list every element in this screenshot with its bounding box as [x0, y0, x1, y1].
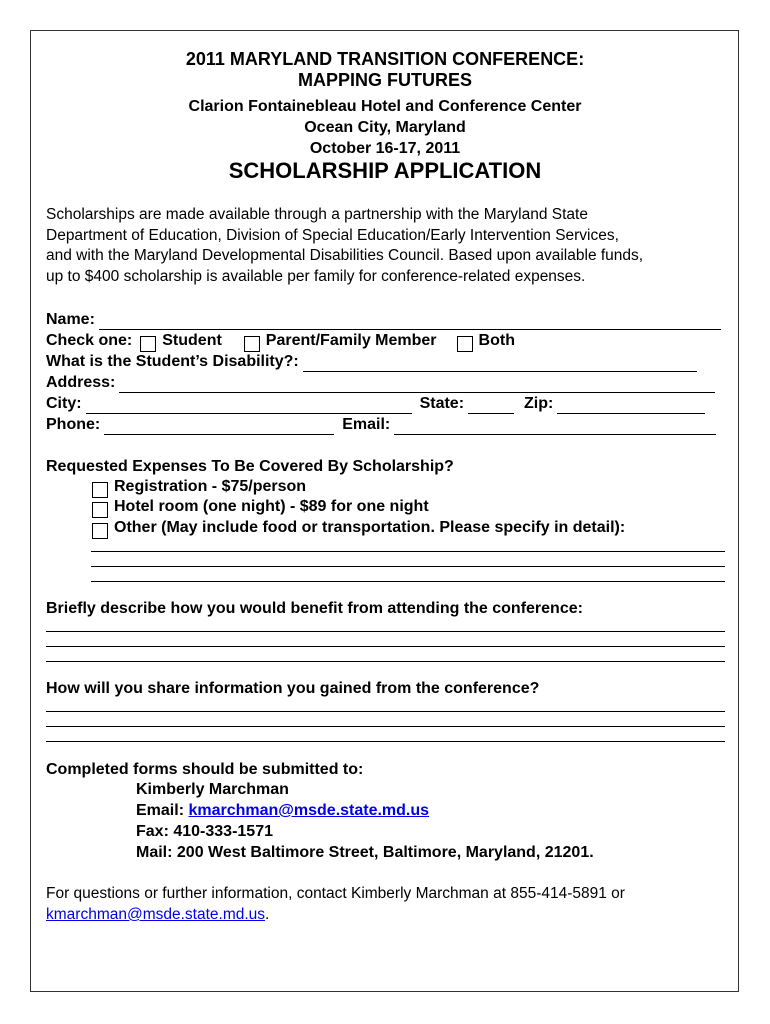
- phone-email-row: [46, 415, 716, 435]
- state-field[interactable]: [468, 397, 514, 414]
- disability-row: [46, 352, 697, 372]
- contact-email-link[interactable]: kmarchman@msde.state.md.us: [188, 802, 430, 819]
- name-row: [46, 310, 721, 330]
- other-checkbox[interactable]: [92, 523, 108, 539]
- other-detail-line[interactable]: [91, 581, 725, 582]
- phone-label: Phone:: [46, 416, 101, 433]
- footer-note: For questions or further information, contact Kimberly Marchman at 855-414-5891 or kmarchman@msde.state.md.us.: [46, 885, 625, 923]
- zip-label: Zip:: [524, 395, 554, 412]
- student-checkbox[interactable]: [140, 336, 156, 352]
- other-label: Other (May include food or transportation. Please specify in detail):: [114, 519, 626, 536]
- disability-label: What is the Student’s Disability?:: [46, 353, 299, 370]
- both-label: Both: [478, 332, 515, 349]
- contact-fax: Fax: 410-333-1571: [136, 823, 273, 840]
- hotel-option: [88, 497, 429, 517]
- address-row: [46, 373, 715, 393]
- registration-label: Registration - $75/person: [114, 478, 307, 495]
- share-answer-line[interactable]: [46, 726, 725, 727]
- check-one-row: [46, 331, 515, 351]
- hotel-label: Hotel room (one night) - $89 for one night: [114, 498, 429, 515]
- parent-checkbox[interactable]: [244, 336, 260, 352]
- other-detail-line[interactable]: [91, 566, 725, 567]
- disability-field[interactable]: [303, 355, 697, 372]
- student-label: Student: [162, 332, 222, 349]
- email-field[interactable]: [394, 418, 716, 435]
- check-one-label: Check one:: [46, 332, 133, 349]
- intro-paragraph: Scholarships are made available through a partnership with the Maryland State Department of Education, Division of Special Education/Early Intervention Services, and with the Maryland Developmental Disabilities Council. Based upon available funds, up to $400 scholarship is available per family for conference-related expenses.: [46, 206, 644, 285]
- city-label: City:: [46, 395, 82, 412]
- address-field[interactable]: [119, 376, 715, 393]
- contact-mail: Mail: 200 West Baltimore Street, Baltimore, Maryland, 21201.: [136, 844, 594, 861]
- address-label: Address:: [46, 374, 116, 391]
- expenses-question: Requested Expenses To Be Covered By Scholarship?: [46, 458, 454, 475]
- city-state-zip-row: [46, 394, 705, 414]
- state-label: State:: [419, 395, 465, 412]
- city-field[interactable]: [86, 397, 412, 414]
- parent-label: Parent/Family Member: [265, 332, 437, 349]
- conference-title: 2011 MARYLAND TRANSITION CONFERENCE: MAPPING FUTURES: [185, 49, 585, 90]
- share-answer-line[interactable]: [46, 711, 725, 712]
- name-label: Name:: [46, 311, 95, 328]
- submission-heading: Completed forms should be submitted to:: [46, 761, 364, 778]
- both-checkbox[interactable]: [457, 336, 473, 352]
- registration-checkbox[interactable]: [92, 482, 108, 498]
- email-label: Email:: [342, 416, 391, 433]
- submission-details: [136, 779, 594, 863]
- benefit-question: Briefly describe how you would benefit from attending the conference:: [46, 600, 583, 617]
- share-answer-line[interactable]: [46, 741, 725, 742]
- other-detail-line[interactable]: [91, 551, 725, 552]
- zip-field[interactable]: [557, 397, 705, 414]
- contact-name: Kimberly Marchman: [136, 781, 289, 798]
- phone-field[interactable]: [104, 418, 334, 435]
- benefit-answer-line[interactable]: [46, 631, 725, 632]
- registration-option: [88, 477, 306, 497]
- venue-info: Clarion Fontainebleau Hotel and Conference Center Ocean City, Maryland October 16-17, 2011: [188, 98, 582, 157]
- other-option: [88, 518, 625, 538]
- contact-email: Email: kmarchman@msde.state.md.us: [136, 802, 430, 819]
- benefit-answer-line[interactable]: [46, 646, 725, 647]
- form-title: SCHOLARSHIP APPLICATION: [228, 158, 542, 183]
- footer-email-link[interactable]: kmarchman@msde.state.md.us: [46, 906, 266, 923]
- share-question: How will you share information you gained from the conference?: [46, 680, 540, 697]
- name-field[interactable]: [99, 313, 721, 330]
- hotel-checkbox[interactable]: [92, 502, 108, 518]
- benefit-answer-line[interactable]: [46, 661, 725, 662]
